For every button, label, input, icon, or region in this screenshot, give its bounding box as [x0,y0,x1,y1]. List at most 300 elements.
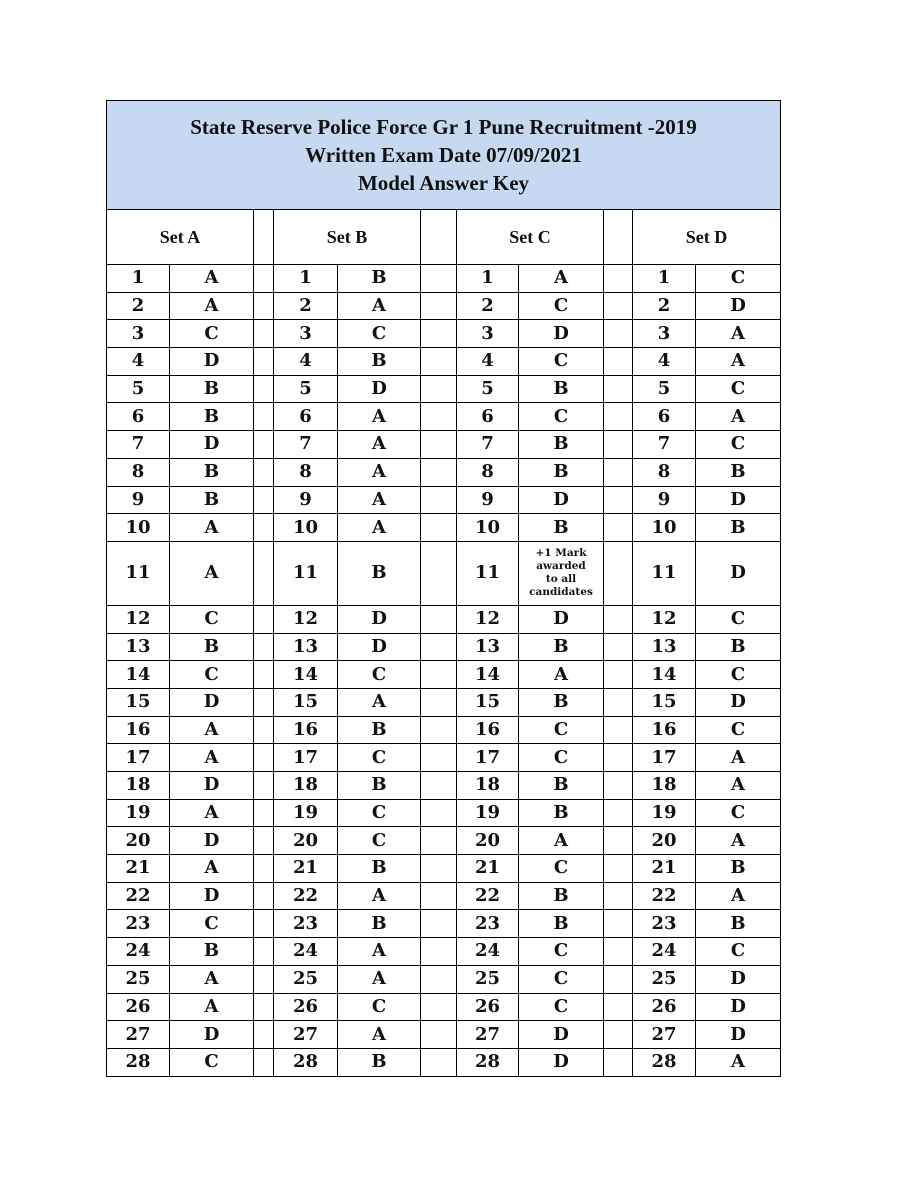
question-number-set-d: 24 [633,938,696,966]
question-number-set-d: 20 [633,827,696,855]
title-line-3: Model Answer Key [357,171,530,195]
spacer-cell [604,965,633,993]
question-number-set-d: 9 [633,486,696,514]
answer-set-c: C [519,744,604,772]
spacer-cell [421,292,457,320]
question-number-set-c: 7 [457,431,519,459]
spacer-cell [421,458,457,486]
answer-set-b: D [338,633,421,661]
question-number-set-a: 21 [107,855,170,883]
question-number-set-a: 2 [107,292,170,320]
spacer-cell [604,855,633,883]
answer-set-a: D [170,772,254,800]
answer-set-b: B [338,265,421,293]
question-number-set-b: 7 [274,431,338,459]
spacer-cell [604,605,633,633]
spacer-cell [254,431,274,459]
spacer-cell [421,210,457,265]
answer-set-d: C [696,938,781,966]
question-number-set-c: 18 [457,772,519,800]
answer-set-b: D [338,605,421,633]
table-row [107,514,781,542]
question-number-set-b: 5 [274,375,338,403]
spacer-cell [421,799,457,827]
table-row [107,744,781,772]
note-text: +1 Mark awarded to all candidates [529,547,593,599]
spacer-cell [604,799,633,827]
table-row [107,292,781,320]
title-line-2: Written Exam Date 07/09/2021 [305,143,582,167]
question-number-set-a: 3 [107,320,170,348]
question-number-set-c: 23 [457,910,519,938]
answer-set-a: D [170,827,254,855]
answer-set-d: D [696,688,781,716]
answer-set-c: C [519,348,604,376]
answer-set-a: A [170,514,254,542]
question-number-set-a: 27 [107,1021,170,1049]
question-number-set-c: 26 [457,993,519,1021]
answer-set-d: C [696,661,781,689]
table-row [107,661,781,689]
answer-set-d: D [696,965,781,993]
table-row [107,938,781,966]
spacer-cell [604,744,633,772]
question-number-set-d: 23 [633,910,696,938]
question-number-set-c: 27 [457,1021,519,1049]
question-number-set-b: 15 [274,688,338,716]
answer-set-b: A [338,431,421,459]
answer-set-c: A [519,265,604,293]
question-number-set-b: 9 [274,486,338,514]
answer-set-c: B [519,688,604,716]
table-row [107,605,781,633]
question-number-set-d: 27 [633,1021,696,1049]
answer-set-d: C [696,265,781,293]
question-number-set-b: 24 [274,938,338,966]
table-row [107,348,781,376]
spacer-cell [421,938,457,966]
question-number-set-a: 23 [107,910,170,938]
table-row [107,1021,781,1049]
answer-set-c: C [519,292,604,320]
question-number-set-b: 23 [274,910,338,938]
spacer-cell [254,1048,274,1076]
title-line-1: State Reserve Police Force Gr 1 Pune Recruitment -2019 [190,115,697,139]
table-row [107,882,781,910]
answer-set-a: A [170,744,254,772]
question-number-set-d: 3 [633,320,696,348]
answer-set-c: C [519,403,604,431]
answer-set-c: B [519,772,604,800]
question-number-set-c: 11 [457,541,519,605]
answer-set-b: B [338,855,421,883]
spacer-cell [604,633,633,661]
question-number-set-a: 20 [107,827,170,855]
answer-set-a: A [170,799,254,827]
set-a-header: Set A [107,210,254,265]
answer-set-a: A [170,292,254,320]
answer-set-d: D [696,993,781,1021]
question-number-set-c: 24 [457,938,519,966]
spacer-cell [421,541,457,605]
answer-set-c: A [519,827,604,855]
spacer-cell [604,348,633,376]
document-title [107,101,781,210]
spacer-cell [421,744,457,772]
question-number-set-a: 8 [107,458,170,486]
question-number-set-d: 10 [633,514,696,542]
answer-set-c: B [519,375,604,403]
question-number-set-a: 12 [107,605,170,633]
answer-key-table [106,100,781,1077]
answer-set-b: B [338,772,421,800]
question-number-set-a: 22 [107,882,170,910]
table-row [107,431,781,459]
question-number-set-a: 9 [107,486,170,514]
spacer-cell [421,855,457,883]
question-number-set-b: 1 [274,265,338,293]
spacer-cell [421,1048,457,1076]
answer-set-b: A [338,938,421,966]
spacer-cell [254,320,274,348]
spacer-cell [604,431,633,459]
answer-set-a: A [170,993,254,1021]
spacer-cell [254,265,274,293]
question-number-set-d: 25 [633,965,696,993]
question-number-set-d: 26 [633,993,696,1021]
answer-set-c: D [519,1048,604,1076]
answer-set-a: C [170,320,254,348]
answer-set-c: D [519,320,604,348]
answer-set-b: C [338,661,421,689]
question-number-set-c: 8 [457,458,519,486]
question-number-set-c: 1 [457,265,519,293]
answer-set-a: B [170,458,254,486]
question-number-set-b: 26 [274,993,338,1021]
spacer-cell [421,403,457,431]
spacer-cell [604,993,633,1021]
question-number-set-d: 4 [633,348,696,376]
question-number-set-a: 14 [107,661,170,689]
set-b-header: Set B [274,210,421,265]
answer-set-a: B [170,633,254,661]
spacer-cell [604,661,633,689]
spacer-cell [254,348,274,376]
question-number-set-b: 8 [274,458,338,486]
table-row [107,403,781,431]
answer-set-d: C [696,716,781,744]
spacer-cell [604,1021,633,1049]
answer-set-d: B [696,458,781,486]
answer-set-d: D [696,1021,781,1049]
question-number-set-d: 1 [633,265,696,293]
spacer-cell [254,210,274,265]
question-number-set-c: 10 [457,514,519,542]
answer-set-a: D [170,431,254,459]
answer-set-b: C [338,993,421,1021]
answer-set-c: C [519,938,604,966]
spacer-cell [604,938,633,966]
question-number-set-b: 4 [274,348,338,376]
table-row [107,910,781,938]
question-number-set-d: 7 [633,431,696,459]
spacer-cell [254,633,274,661]
spacer-cell [421,633,457,661]
question-number-set-b: 28 [274,1048,338,1076]
answer-set-a: B [170,486,254,514]
answer-set-b: A [338,882,421,910]
question-number-set-d: 12 [633,605,696,633]
answer-set-d: A [696,772,781,800]
answer-set-c [519,541,604,605]
question-number-set-a: 16 [107,716,170,744]
spacer-cell [604,514,633,542]
spacer-cell [254,910,274,938]
answer-set-c: C [519,965,604,993]
question-number-set-c: 17 [457,744,519,772]
question-number-set-b: 25 [274,965,338,993]
answer-set-a: D [170,348,254,376]
question-number-set-d: 14 [633,661,696,689]
answer-set-a: B [170,403,254,431]
spacer-cell [254,799,274,827]
answer-set-b: C [338,744,421,772]
question-number-set-a: 24 [107,938,170,966]
question-number-set-a: 26 [107,993,170,1021]
question-number-set-c: 15 [457,688,519,716]
answer-set-a: A [170,716,254,744]
answer-set-c: B [519,431,604,459]
answer-set-d: C [696,431,781,459]
spacer-cell [604,910,633,938]
answer-set-c: D [519,605,604,633]
answer-set-b: B [338,910,421,938]
table-row [107,965,781,993]
question-number-set-b: 2 [274,292,338,320]
question-number-set-b: 13 [274,633,338,661]
question-number-set-c: 22 [457,882,519,910]
question-number-set-d: 2 [633,292,696,320]
set-d-header: Set D [633,210,781,265]
question-number-set-a: 28 [107,1048,170,1076]
question-number-set-a: 25 [107,965,170,993]
question-number-set-a: 15 [107,688,170,716]
spacer-cell [604,882,633,910]
spacer-cell [421,486,457,514]
spacer-cell [421,688,457,716]
question-number-set-d: 5 [633,375,696,403]
answer-set-b: A [338,403,421,431]
question-number-set-d: 11 [633,541,696,605]
answer-set-d: A [696,403,781,431]
question-number-set-b: 18 [274,772,338,800]
question-number-set-a: 7 [107,431,170,459]
question-number-set-c: 19 [457,799,519,827]
answer-set-b: A [338,1021,421,1049]
answer-set-d: A [696,1048,781,1076]
answer-set-d: C [696,375,781,403]
spacer-cell [254,827,274,855]
question-number-set-a: 1 [107,265,170,293]
spacer-cell [421,348,457,376]
spacer-cell [421,910,457,938]
spacer-cell [254,688,274,716]
answer-set-b: B [338,348,421,376]
answer-set-d: D [696,486,781,514]
answer-set-c: C [519,993,604,1021]
spacer-cell [421,265,457,293]
answer-set-a: D [170,882,254,910]
answer-set-d: A [696,320,781,348]
table-row [107,541,781,605]
question-number-set-c: 16 [457,716,519,744]
spacer-cell [254,1021,274,1049]
spacer-cell [254,882,274,910]
spacer-cell [421,772,457,800]
question-number-set-a: 5 [107,375,170,403]
answer-set-c: C [519,716,604,744]
spacer-cell [604,486,633,514]
question-number-set-b: 22 [274,882,338,910]
table-row [107,633,781,661]
answer-set-d: B [696,514,781,542]
spacer-cell [421,605,457,633]
answer-set-d: C [696,605,781,633]
answer-set-c: B [519,882,604,910]
spacer-cell [254,292,274,320]
question-number-set-d: 18 [633,772,696,800]
answer-set-b: A [338,688,421,716]
question-number-set-d: 22 [633,882,696,910]
spacer-cell [421,1021,457,1049]
spacer-cell [421,993,457,1021]
question-number-set-c: 14 [457,661,519,689]
table-row [107,688,781,716]
table-row [107,1048,781,1076]
table-row [107,855,781,883]
spacer-cell [254,744,274,772]
question-number-set-b: 16 [274,716,338,744]
spacer-cell [254,661,274,689]
question-number-set-c: 6 [457,403,519,431]
table-row [107,772,781,800]
answer-set-c: B [519,458,604,486]
spacer-cell [604,688,633,716]
spacer-cell [604,292,633,320]
answer-set-b: C [338,799,421,827]
question-number-set-b: 12 [274,605,338,633]
answer-set-b: A [338,458,421,486]
answer-set-b: A [338,292,421,320]
question-number-set-d: 13 [633,633,696,661]
answer-set-b: C [338,827,421,855]
answer-set-d: D [696,292,781,320]
table-row [107,827,781,855]
question-number-set-a: 13 [107,633,170,661]
answer-set-d: D [696,541,781,605]
spacer-cell [421,661,457,689]
question-number-set-c: 5 [457,375,519,403]
question-number-set-b: 27 [274,1021,338,1049]
answer-set-c: B [519,633,604,661]
spacer-cell [604,1048,633,1076]
answer-set-d: B [696,633,781,661]
question-number-set-b: 20 [274,827,338,855]
spacer-cell [254,605,274,633]
question-number-set-d: 6 [633,403,696,431]
table-row [107,458,781,486]
spacer-cell [254,772,274,800]
question-number-set-c: 20 [457,827,519,855]
spacer-cell [254,716,274,744]
spacer-cell [421,431,457,459]
answer-set-a: B [170,938,254,966]
answer-set-a: A [170,265,254,293]
spacer-cell [254,486,274,514]
question-number-set-a: 11 [107,541,170,605]
answer-set-c: B [519,910,604,938]
table-row [107,486,781,514]
answer-set-d: A [696,348,781,376]
spacer-cell [604,210,633,265]
answer-set-b: A [338,965,421,993]
answer-set-a: D [170,1021,254,1049]
answer-set-c: A [519,661,604,689]
question-number-set-a: 4 [107,348,170,376]
question-number-set-d: 21 [633,855,696,883]
answer-set-b: C [338,320,421,348]
spacer-cell [604,458,633,486]
spacer-cell [604,265,633,293]
question-number-set-d: 17 [633,744,696,772]
answer-set-c: B [519,799,604,827]
question-number-set-b: 19 [274,799,338,827]
answer-set-b: B [338,716,421,744]
question-number-set-c: 21 [457,855,519,883]
question-number-set-d: 8 [633,458,696,486]
answer-set-d: A [696,827,781,855]
spacer-cell [421,320,457,348]
question-number-set-c: 2 [457,292,519,320]
question-number-set-a: 17 [107,744,170,772]
answer-set-d: B [696,855,781,883]
spacer-cell [421,375,457,403]
spacer-cell [604,541,633,605]
spacer-cell [254,458,274,486]
answer-set-d: A [696,744,781,772]
spacer-cell [254,541,274,605]
question-number-set-c: 25 [457,965,519,993]
table-row [107,375,781,403]
answer-set-d: B [696,910,781,938]
spacer-cell [254,514,274,542]
question-number-set-b: 21 [274,855,338,883]
answer-set-d: A [696,882,781,910]
spacer-cell [604,320,633,348]
answer-set-c: D [519,486,604,514]
table-row [107,320,781,348]
answer-set-a: A [170,541,254,605]
table-row [107,716,781,744]
answer-set-a: A [170,855,254,883]
spacer-cell [421,827,457,855]
answer-set-b: B [338,1048,421,1076]
spacer-cell [604,403,633,431]
answer-set-a: C [170,661,254,689]
spacer-cell [604,772,633,800]
question-number-set-b: 11 [274,541,338,605]
spacer-cell [421,882,457,910]
